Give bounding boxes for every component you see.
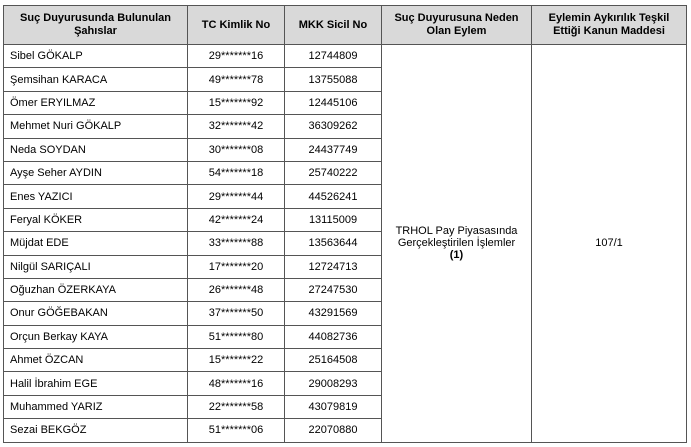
person-name-cell: Ahmet ÖZCAN — [4, 349, 188, 372]
tc-number-cell: 29*******16 — [188, 45, 285, 68]
mkk-number-cell: 22070880 — [285, 419, 382, 442]
mkk-number-cell: 25740222 — [285, 161, 382, 184]
tc-number-cell: 15*******92 — [188, 91, 285, 114]
mkk-number-cell: 36309262 — [285, 115, 382, 138]
action-note: (1) — [449, 249, 464, 262]
mkk-number-cell: 12445106 — [285, 91, 382, 114]
tc-number-cell: 42*******24 — [188, 208, 285, 231]
person-name-cell: Müjdat EDE — [4, 232, 188, 255]
person-name-cell: Şemsihan KARACA — [4, 68, 188, 91]
action-cell — [382, 45, 532, 443]
tc-number-cell: 51*******80 — [188, 325, 285, 348]
action-line-1: TRHOL Pay Piyasasında — [395, 225, 518, 238]
law-article-cell: 107/1 — [532, 45, 687, 443]
mkk-number-cell: 43291569 — [285, 302, 382, 325]
header-mkk: MKK Sicil No — [285, 6, 382, 45]
mkk-number-cell: 24437749 — [285, 138, 382, 161]
person-name-cell: Ömer ERYILMAZ — [4, 91, 188, 114]
tc-number-cell: 26*******48 — [188, 278, 285, 301]
header-law: Eylemin Aykırılık Teşkil Ettiği Kanun Maddesi — [532, 6, 687, 45]
mkk-number-cell: 13755088 — [285, 68, 382, 91]
person-name-cell: Orçun Berkay KAYA — [4, 325, 188, 348]
person-name-cell: Halil İbrahim EGE — [4, 372, 188, 395]
tc-number-cell: 32*******42 — [188, 115, 285, 138]
person-name-cell: Ayşe Seher AYDIN — [4, 161, 188, 184]
mkk-number-cell: 12744809 — [285, 45, 382, 68]
mkk-number-cell: 44082736 — [285, 325, 382, 348]
person-name-cell: Mehmet Nuri GÖKALP — [4, 115, 188, 138]
mkk-number-cell: 13563644 — [285, 232, 382, 255]
tc-number-cell: 15*******22 — [188, 349, 285, 372]
mkk-number-cell: 29008293 — [285, 372, 382, 395]
person-name-cell: Sezai BEKGÖZ — [4, 419, 188, 442]
tc-number-cell: 54*******18 — [188, 161, 285, 184]
tc-number-cell: 30*******08 — [188, 138, 285, 161]
header-person: Suç Duyurusunda Bulunulan Şahıslar — [4, 6, 188, 45]
person-name-cell: Nilgül SARIÇALI — [4, 255, 188, 278]
person-name-cell: Onur GÖĞEBAKAN — [4, 302, 188, 325]
person-name-cell: Neda SOYDAN — [4, 138, 188, 161]
tc-number-cell: 37*******50 — [188, 302, 285, 325]
suspects-table — [3, 5, 687, 443]
table-header-row — [4, 6, 687, 45]
person-name-cell: Feryal KÖKER — [4, 208, 188, 231]
tc-number-cell: 22*******58 — [188, 395, 285, 418]
tc-number-cell: 29*******44 — [188, 185, 285, 208]
header-tc: TC Kimlik No — [188, 6, 285, 45]
tc-number-cell: 17*******20 — [188, 255, 285, 278]
table-body — [4, 45, 687, 443]
tc-number-cell: 49*******78 — [188, 68, 285, 91]
header-action: Suç Duyurusuna Neden Olan Eylem — [382, 6, 532, 45]
person-name-cell: Sibel GÖKALP — [4, 45, 188, 68]
table-row — [4, 45, 687, 68]
action-line-2: Gerçekleştirilen İşlemler — [397, 237, 516, 250]
mkk-number-cell: 13115009 — [285, 208, 382, 231]
mkk-number-cell: 25164508 — [285, 349, 382, 372]
tc-number-cell: 48*******16 — [188, 372, 285, 395]
tc-number-cell: 33*******88 — [188, 232, 285, 255]
mkk-number-cell: 44526241 — [285, 185, 382, 208]
tc-number-cell: 51*******06 — [188, 419, 285, 442]
person-name-cell: Muhammed YARIZ — [4, 395, 188, 418]
mkk-number-cell: 12724713 — [285, 255, 382, 278]
person-name-cell: Enes YAZICI — [4, 185, 188, 208]
mkk-number-cell: 43079819 — [285, 395, 382, 418]
mkk-number-cell: 27247530 — [285, 278, 382, 301]
person-name-cell: Oğuzhan ÖZERKAYA — [4, 278, 188, 301]
